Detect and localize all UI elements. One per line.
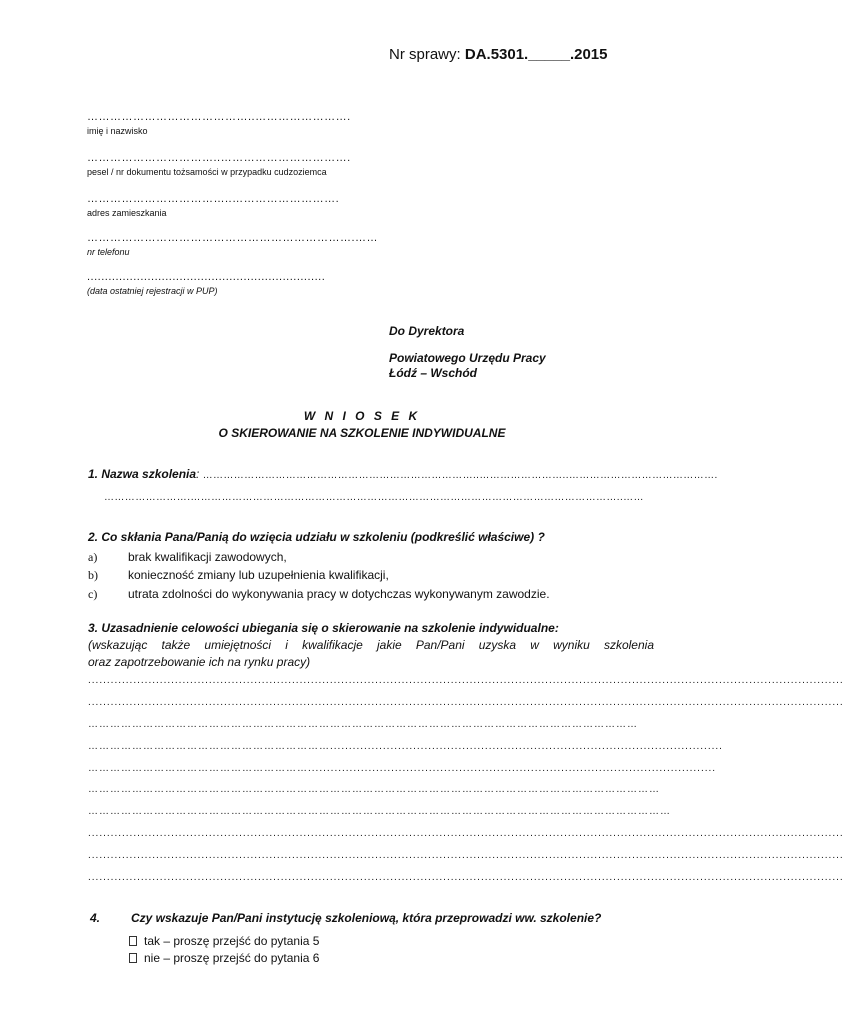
phone-field[interactable]: …………………………………………………………….…… [87,232,379,244]
pesel-field[interactable]: ……………………………..……………………………. [87,152,351,164]
question-1 [88,467,718,481]
case-number-value: DA.5301._____.2015 [464,46,608,63]
option-text: utrata zdolności do wykonywania pracy w dotychczas wykonywanym zawodzie. [128,587,550,601]
answer-line[interactable]: ........................................................................................................................................................................................................ [88,872,844,883]
question-2-label: 2. Co skłania Pana/Panią do wzięcia udziału w szkoleniu (podkreślić właściwe) ? [88,530,545,544]
option-letter: a) [88,550,98,564]
question-3-hint-line-1: (wskazując także umiejętności i kwalifikacje jakie Pan/Pani uzyska w wyniku szkolenia [88,638,654,652]
address-caption: adres zamieszkania [87,208,167,218]
question-4-text: Czy wskazuje Pan/Pani instytucję szkoleniową, która przeprowadzi ww. szkolenie? [131,911,602,925]
question-3-label: 3. Uzasadnienie celowości ubiegania się o skierowanie na szkolenie indywidualne: [88,621,559,635]
document-title: W N I O S E K [303,409,421,423]
answer-line[interactable]: ........................................................................................................................................................................................................ [88,850,844,861]
name-caption: imię i nazwisko [87,126,148,136]
question-1-label: 1. Nazwa szkolenia [88,467,197,481]
option-text: konieczność zmiany lub uzupełnienia kwalifikacji, [128,568,389,582]
case-number-label: Nr sprawy: [389,46,461,63]
addressee-line-2: Powiatowego Urzędu Pracy [389,351,546,365]
question-4-option-yes[interactable] [129,934,319,948]
address-field[interactable]: ………………………………..………………………. [87,193,340,205]
question-4-option-no[interactable] [129,951,319,965]
question-1-answer-line-1[interactable]: ……………………………………………………………………..……………………..……………………………………. [199,470,718,481]
question-4-number: 4. [90,911,101,925]
answer-line[interactable]: ........................................................................................................................................................................................................ [88,675,844,686]
answer-line[interactable]: …………………………………………………………………………………………………………………………………………… [88,806,671,817]
option-text: tak – proszę przejść do pytania 5 [144,934,320,948]
document-subtitle: O SKIEROWANIE NA SZKOLENIE INDYWIDUALNE [218,426,506,440]
answer-line[interactable]: ........................................................................................................................................................................................................ [88,828,844,839]
phone-caption: nr telefonu [87,247,130,257]
answer-line[interactable]: ………………………………………………………………………………………………………………………………………… [88,784,660,795]
question-2-option-c[interactable] [88,587,550,602]
question-2-option-b[interactable] [88,568,389,583]
name-field[interactable]: ……………………………………..……………………. [87,111,351,123]
answer-line[interactable]: ........................................................................................................................................................................................................ [88,697,844,708]
question-1-answer-line-2[interactable]: …………………….……………………………………………………………………………………………………………..…… [104,492,644,503]
registration-date-caption: (data ostatniej rejestracji w PUP) [87,286,218,296]
question-2-option-a[interactable] [88,550,287,565]
question-3-hint-line-2: oraz zapotrzebowanie ich na rynku pracy) [88,655,311,669]
checkbox-icon[interactable] [129,953,137,963]
option-text: brak kwalifikacji zawodowych, [128,550,287,564]
answer-line[interactable]: …………………………………………………………………………………………………………………………………… [88,719,638,730]
addressee-line-1: Do Dyrektora [389,324,465,338]
option-letter: b) [88,568,98,582]
pesel-caption: pesel / nr dokumentu tożsamości w przypadku cudzoziemca [87,167,327,177]
checkbox-icon[interactable] [129,936,137,946]
case-number [389,46,607,63]
option-letter: c) [88,587,98,601]
option-text: nie – proszę przejść do pytania 6 [144,951,320,965]
addressee-line-3: Łódź – Wschód [389,366,477,380]
answer-line[interactable]: ……………………………………………………............................................................................................................ [88,763,717,774]
registration-date-field[interactable]: ................................................................... [87,271,326,283]
question-1-colon: : [196,467,200,481]
answer-line[interactable]: …………………………………………………………........................................................................................................ [88,741,723,752]
